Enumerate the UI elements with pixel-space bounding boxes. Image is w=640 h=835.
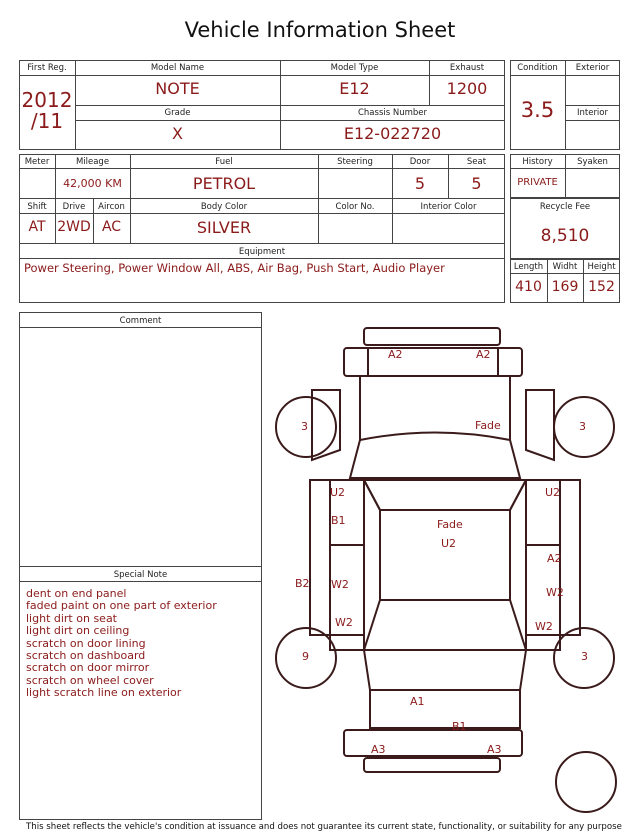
model-name-label: Model Name [150,63,205,73]
height-value: 152 [588,279,615,295]
history-label: History [522,157,553,167]
damage-mark: 9 [302,650,309,663]
damage-mark: B1 [452,720,467,733]
page-title: Vehicle Information Sheet [184,18,456,42]
shift-label: Shift [27,202,47,212]
damage-mark: 3 [581,650,588,663]
special-note-item: light dirt on ceiling [26,624,130,638]
seat-label: Seat [466,157,487,167]
model-name-value: NOTE [155,79,200,98]
special-note-item: light dirt on seat [26,611,117,625]
damage-mark: W2 [331,578,349,591]
damage-mark: B2 [295,577,310,590]
aircon-value: AC [101,219,122,235]
width-label: Widht [552,262,578,272]
damage-mark: A1 [410,695,425,708]
damage-mark: U2 [330,486,346,499]
model-type-label: Model Type [330,63,379,73]
syaken-label: Syaken [577,157,608,167]
body-color-value: SILVER [196,218,252,237]
special-note-item: light scratch line on exterior [26,686,182,700]
length-value: 410 [515,279,542,295]
condition-value: 3.5 [520,98,555,122]
damage-mark: Fade [437,518,463,531]
recycle-fee-value: 8,510 [540,226,590,246]
damage-mark: A2 [476,348,491,361]
first-reg-month: /11 [30,109,64,133]
damage-mark: W2 [546,586,564,599]
steering-label: Steering [337,157,373,167]
chassis-number-value: E12-022720 [343,124,442,143]
condition-label: Condition [517,63,558,73]
drive-value: 2WD [57,219,91,235]
special-note-item: faded paint on one part of exterior [26,599,217,613]
damage-mark: A3 [371,743,386,756]
damage-mark: A2 [547,552,562,565]
interior-label: Interior [576,108,608,118]
damage-mark: A2 [388,348,403,361]
history-value: PRIVATE [517,177,558,188]
height-label: Height [587,262,616,272]
chassis-number-label: Chassis Number [357,108,428,118]
aircon-label: Aircon [98,202,125,212]
meter-label: Meter [24,157,50,167]
body-color-label: Body Color [200,202,248,212]
special-note-label: Special Note [113,570,168,580]
special-note-item: scratch on wheel cover [26,673,154,687]
fuel-value: PETROL [192,174,256,193]
length-label: Length [513,262,544,272]
damage-mark: W2 [335,616,353,629]
damage-mark: U2 [441,537,457,550]
special-note-item: scratch on door mirror [26,661,150,675]
interior-color-label: Interior Color [420,202,477,212]
recycle-fee-label: Recycle Fee [539,202,591,212]
door-label: Door [409,157,431,167]
comment-label: Comment [119,316,162,326]
damage-mark: 3 [579,420,586,433]
width-value: 169 [551,279,579,295]
special-note-item: scratch on door lining [26,636,146,650]
disclaimer: This sheet reflects the vehicle's condition at issuance and does not guarantee its current state, functionality, or suitability for any purpose [26,822,622,832]
damage-mark: U2 [545,486,561,499]
damage-mark: A3 [487,743,502,756]
door-value: 5 [414,174,426,193]
damage-mark: Fade [475,419,501,432]
color-no-label: Color No. [335,202,375,212]
car-damage-diagram [270,320,620,820]
first-reg-year: 2012 [21,88,73,112]
exterior-label: Exterior [575,63,610,73]
seat-value: 5 [471,174,482,193]
equipment-label: Equipment [238,247,286,257]
special-note-item: dent on end panel [26,587,127,600]
grade-label: Grade [164,108,191,118]
exhaust-value: 1200 [446,79,488,98]
model-type-value: E12 [339,79,370,98]
equipment-value: Power Steering, Power Window All, ABS, Air Bag, Push Start, Audio Player [24,261,445,275]
first-reg-label: First Reg. [27,63,67,73]
special-notes-list [26,588,217,700]
damage-mark: W2 [535,620,553,633]
special-note-item: scratch on dashboard [26,649,146,663]
mileage-label: Mileage [75,157,110,167]
mileage-value: 42,000 KM [63,177,122,190]
damage-mark: 3 [301,420,308,433]
fuel-label: Fuel [215,157,233,167]
exhaust-label: Exhaust [449,63,485,73]
shift-value: AT [28,219,46,235]
grade-value: X [172,124,183,143]
drive-label: Drive [62,202,86,212]
damage-mark: B1 [331,514,346,527]
